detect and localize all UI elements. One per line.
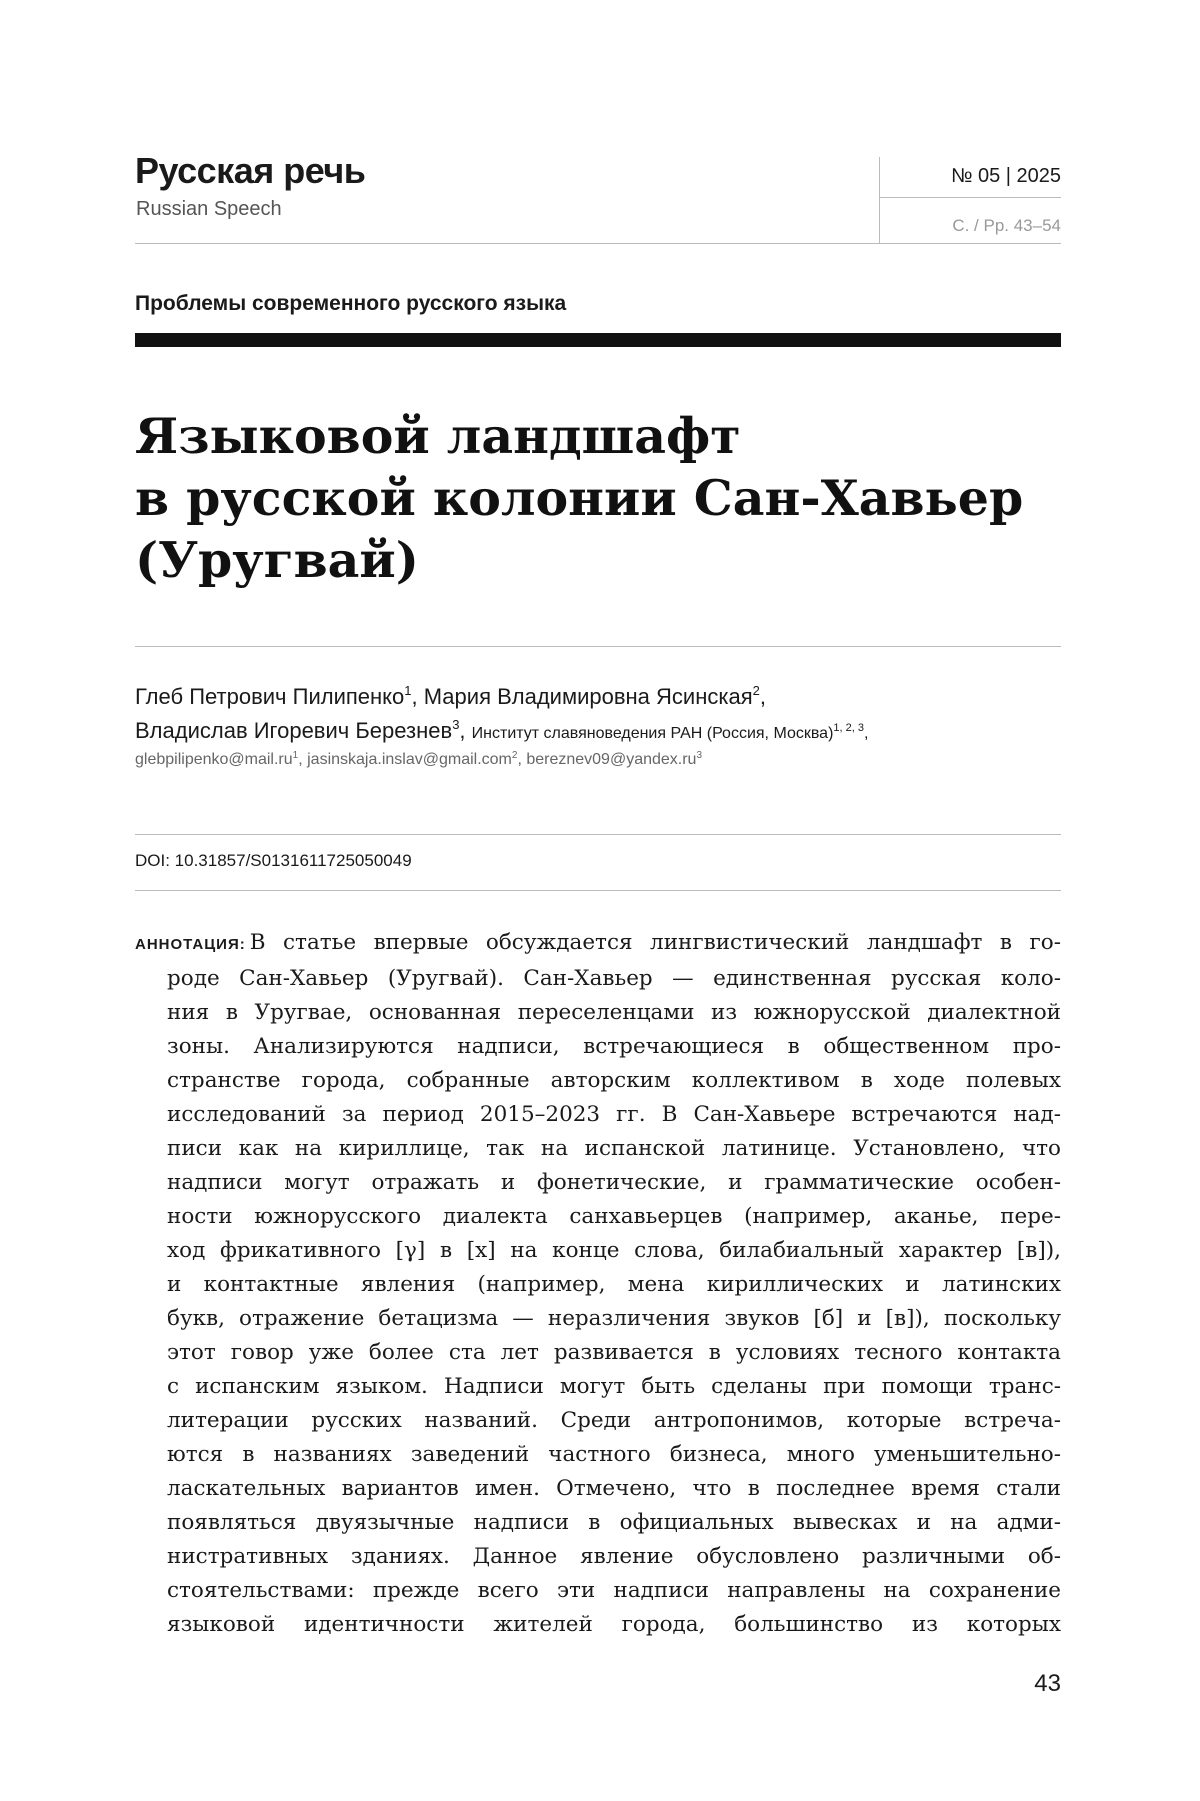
abstract-label: АННОТАЦИЯ:	[135, 936, 246, 953]
abstract-line: с испанским языком. Надписи могут быть сделаны при помощи транс-	[167, 1374, 1061, 1399]
abstract-line: появляться двуязычные надписи в официальных вывесках и на адми-	[167, 1510, 1061, 1535]
article-title-line-1: Языковой ландшафт	[135, 407, 741, 465]
email-separator: ,	[298, 751, 308, 768]
title-divider	[135, 646, 1061, 647]
abstract-line: ход фрикативного [γ] в [х] на конце слова, билабиальный характер [в]),	[167, 1238, 1061, 1263]
abstract-line: ния в Уругвае, основанная переселенцами из южнорусской диалектной	[167, 1000, 1061, 1025]
doi-bottom-divider	[135, 890, 1061, 891]
email-affiliation-mark: 2	[511, 750, 518, 761]
doi[interactable]: DOI: 10.31857/S0131611725050049	[135, 851, 412, 870]
author-separator: ,	[759, 684, 766, 709]
abstract-line	[135, 926, 1061, 962]
institution-affiliation-marks: 1, 2, 3	[833, 722, 864, 734]
header-divider	[135, 243, 1061, 244]
issue-divider	[880, 197, 1061, 198]
journal-subtitle: Russian Speech	[136, 198, 282, 220]
abstract	[135, 926, 1061, 1642]
abstract-line: исследований за период 2015–2023 гг. В Сан-Хавьере встречаются над-	[167, 1102, 1061, 1127]
abstract-line: этот говор уже более ста лет развивается в условиях тесного контакта	[167, 1340, 1061, 1365]
abstract-line: и контактные явления (например, мена кириллических и латинских	[167, 1272, 1061, 1297]
authors-line-2	[135, 714, 868, 751]
email-link[interactable]: bereznev09@yandex.ru	[526, 751, 697, 768]
author-name: Мария Владимировна Ясинская	[423, 684, 753, 709]
abstract-line: букв, отражение бетацизма — неразличения звуков [б] и [в]), поскольку	[167, 1306, 1061, 1331]
abstract-line: нистративных зданиях. Данное явление обусловлено различными об-	[167, 1544, 1061, 1569]
institution-name: Институт славяноведения РАН (Россия, Москва)	[471, 725, 834, 742]
authors-block	[135, 680, 868, 751]
author-name: Владислав Игоревич Березнев	[135, 718, 453, 743]
email-affiliation-mark: 3	[696, 750, 703, 761]
author-separator: ,	[459, 718, 472, 743]
abstract-line: языковой идентичности жителей города, большинство из которых	[167, 1612, 1061, 1637]
article-title	[135, 405, 1061, 591]
author-affiliation-mark: 3	[452, 717, 460, 732]
abstract-line: ласкательных вариантов имен. Отмечено, что в последнее время стали	[167, 1476, 1061, 1501]
author-name: Глеб Петрович Пилипенко	[135, 684, 405, 709]
abstract-line: странстве города, собранные авторским коллективом в ходе полевых	[167, 1068, 1061, 1093]
abstract-line: ются в названиях заведений частного бизнеса, много уменьшительно-	[167, 1442, 1061, 1467]
institution-separator: ,	[863, 725, 869, 742]
journal-title: Русская речь	[135, 150, 366, 191]
email-link[interactable]: glebpilipenko@mail.ru	[135, 751, 293, 768]
abstract-line: литерации русских названий. Среди антропонимов, которые встреча-	[167, 1408, 1061, 1433]
section-bar	[135, 333, 1061, 347]
abstract-line-text: В статье впервые обсуждается лингвистический ландшафт в го-	[249, 930, 1061, 955]
issue-number: № 05 | 2025	[950, 165, 1061, 187]
institution	[471, 722, 869, 742]
abstract-line: ности южнорусского диалекта санхавьерцев (например, аканье, пере-	[167, 1204, 1061, 1229]
article-title-line-2: в русской колонии Сан-Хавьер	[135, 469, 1024, 527]
abstract-line: зоны. Анализируются надписи, встречающиеся в общественном про-	[167, 1034, 1061, 1059]
email-affiliation-mark: 1	[292, 750, 299, 761]
author-affiliation-mark: 2	[752, 683, 760, 698]
email-separator: ,	[517, 751, 527, 768]
article-title-line-3: (Уругвай)	[135, 531, 419, 589]
page-range: С. / Pp. 43–54	[952, 216, 1061, 235]
section-heading: Проблемы современного русского языка	[135, 292, 567, 315]
email-link[interactable]: jasinskaja.inslav@gmail.com	[307, 751, 512, 768]
doi-top-divider	[135, 834, 1061, 835]
abstract-line: стоятельствами: прежде всего эти надписи направлены на сохранение	[167, 1578, 1061, 1603]
abstract-line: писи как на кириллице, так на испанской латинице. Установлено, что	[167, 1136, 1061, 1161]
author-separator: ,	[411, 684, 424, 709]
abstract-line: роде Сан-Хавьер (Уругвай). Сан-Хавьер — единственная русская коло-	[167, 966, 1061, 991]
authors-line-1	[135, 680, 868, 714]
author-affiliation-mark: 1	[404, 683, 412, 698]
abstract-line: надписи могут отражать и фонетические, и грамматические особен-	[167, 1170, 1061, 1195]
page-number: 43	[1034, 1670, 1061, 1697]
author-emails	[135, 751, 702, 769]
